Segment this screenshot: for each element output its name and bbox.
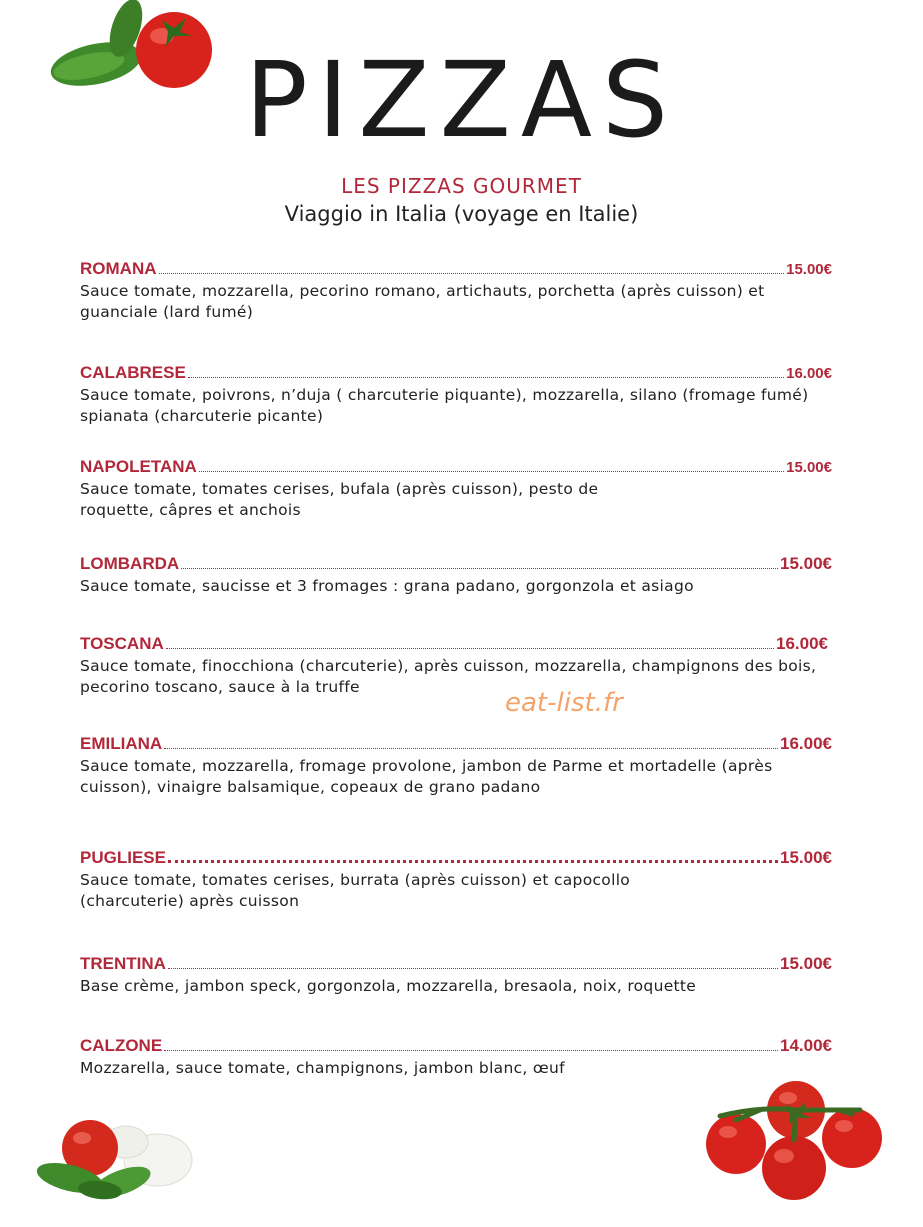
item-name: NAPOLETANA (80, 457, 197, 476)
menu-item-pugliese (80, 847, 832, 912)
menu-item-calzone (80, 1035, 832, 1079)
dot-leader (164, 748, 778, 749)
dot-leader (168, 968, 778, 969)
item-price: 15.00€ (786, 459, 832, 476)
item-description: Sauce tomate, saucisse et 3 fromages : grana padano, gorgonzola et asiago (80, 577, 694, 595)
item-name: EMILIANA (80, 734, 163, 753)
section-tagline: Viaggio in Italia (voyage en Italie) (284, 202, 639, 226)
dot-leader (166, 648, 774, 649)
item-name: ROMANA (80, 259, 157, 278)
menu-item-trentina (80, 953, 832, 997)
mozzarella-basil-icon (30, 1112, 210, 1212)
dot-leader (199, 471, 784, 472)
item-name: TRENTINA (80, 954, 166, 973)
item-description: Sauce tomate, mozzarella, pecorino romano, artichauts, porchetta (après cuisson) et guanciale (lard fumé) (80, 282, 765, 321)
dot-leader (159, 273, 785, 274)
item-price: 16.00€ (786, 365, 832, 382)
item-price: 16.00€ (776, 634, 828, 653)
menu-item-lombarda (80, 553, 832, 597)
item-price: 16.00€ (780, 734, 832, 753)
section-subtitle: LES PIZZAS GOURMET (341, 174, 582, 198)
item-name: PUGLIESE (80, 848, 166, 867)
menu-item-emiliana (80, 733, 832, 798)
item-name: TOSCANA (80, 634, 164, 653)
item-description: Sauce tomate, tomates cerises, burrata (après cuisson) et capocollo (charcuterie) après cuisson (80, 871, 631, 910)
item-name: CALABRESE (80, 363, 186, 382)
item-price: 15.00€ (786, 261, 832, 278)
watermark: eat-list.fr (505, 688, 623, 718)
item-price: 15.00€ (780, 554, 832, 573)
page-title: PIZZAS (244, 39, 679, 161)
item-description: Sauce tomate, mozzarella, fromage provolone, jambon de Parme et mortadelle (après cuisson), vinaigre balsamique, copeaux de grano padano (80, 757, 773, 796)
item-price: 15.00€ (780, 848, 832, 867)
menu-item-calabrese (80, 362, 832, 427)
menu-item-romana (80, 258, 832, 323)
item-price: 15.00€ (780, 954, 832, 973)
menu-item-toscana (80, 633, 828, 698)
item-description: Mozzarella, sauce tomate, champignons, jambon blanc, œuf (80, 1059, 565, 1077)
dot-leader (188, 377, 784, 378)
item-description: Base crème, jambon speck, gorgonzola, mozzarella, bresaola, noix, roquette (80, 977, 697, 995)
item-description: Sauce tomate, tomates cerises, bufala (après cuisson), pesto de roquette, câpres et anchois (80, 480, 599, 519)
item-name: LOMBARDA (80, 554, 180, 573)
item-price: 14.00€ (780, 1036, 832, 1055)
item-description: Sauce tomate, finocchiona (charcuterie), après cuisson, mozzarella, champignons des bois, pecorino toscano, sauce à la truffe (80, 657, 817, 696)
dot-leader (168, 860, 778, 863)
item-name: CALZONE (80, 1036, 163, 1055)
item-description: Sauce tomate, poivrons, n’duja ( charcuterie piquante), mozzarella, silano (fromage fumé) spianata (charcuterie picante) (80, 386, 809, 425)
dot-leader (181, 568, 778, 569)
menu-item-napoletana (80, 456, 832, 521)
dot-leader (164, 1050, 778, 1051)
cherry-tomatoes-icon (700, 1080, 895, 1205)
